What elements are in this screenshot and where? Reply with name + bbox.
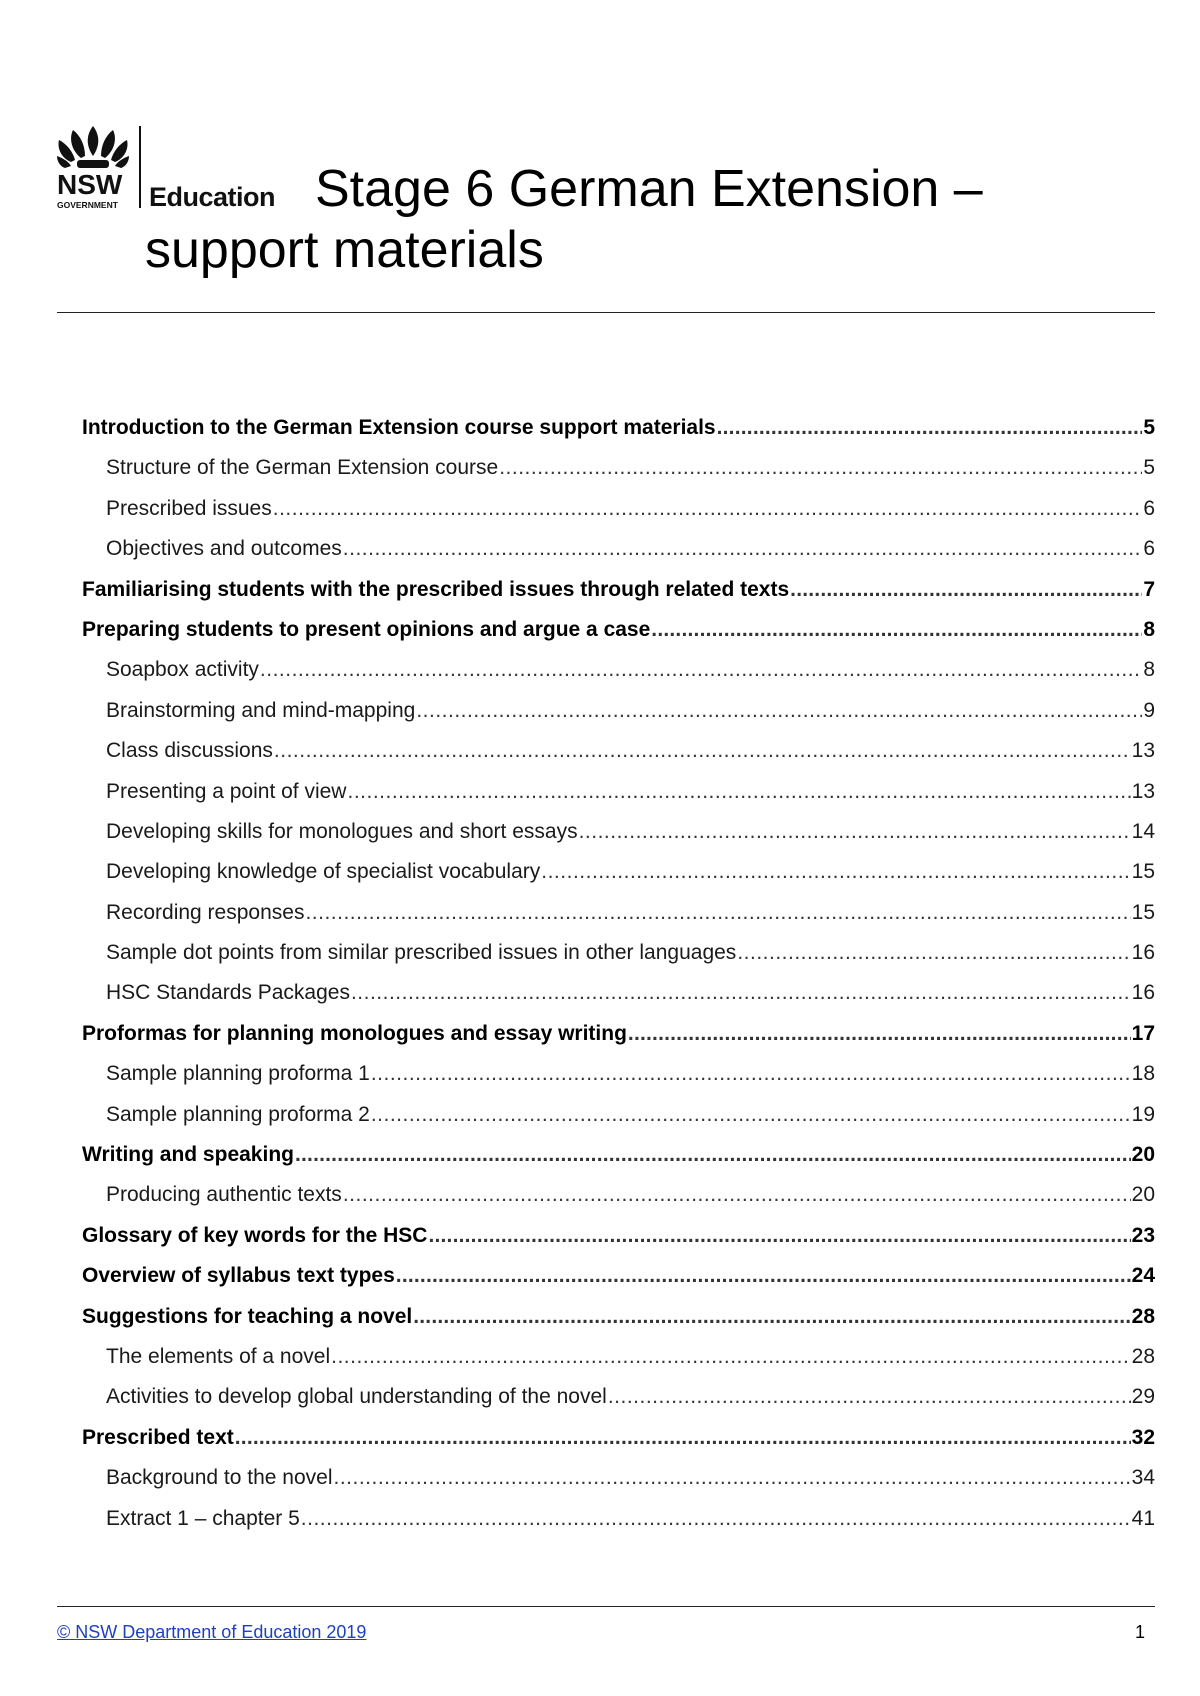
toc-dot-leader [608, 1385, 1131, 1409]
toc-subheading-entry[interactable] [82, 941, 1155, 981]
toc-subheading-entry[interactable] [82, 1345, 1155, 1385]
toc-entry-title: Overview of syllabus text types [82, 1264, 395, 1288]
toc-entry-title: Sample planning proforma 1 [106, 1062, 370, 1086]
toc-subheading-entry[interactable] [82, 860, 1155, 900]
toc-entry-page-number: 14 [1131, 819, 1155, 843]
toc-entry-title: Background to the novel [106, 1466, 333, 1490]
toc-entry-page-number: 16 [1131, 941, 1155, 965]
toc-heading-entry[interactable] [82, 1143, 1155, 1183]
toc-entry-page-number: 8 [1143, 617, 1155, 641]
toc-entry-title: Prescribed text [82, 1425, 234, 1449]
toc-entry-title: Class discussions [106, 739, 273, 763]
document-title-line-1: Stage 6 German Extension – [315, 160, 983, 218]
header-divider [57, 312, 1155, 313]
logo-department-text: Education [149, 182, 276, 212]
toc-subheading-entry[interactable] [82, 780, 1155, 820]
toc-entry-title: HSC Standards Packages [106, 981, 350, 1005]
toc-subheading-entry[interactable] [82, 901, 1155, 941]
toc-subheading-entry[interactable] [82, 981, 1155, 1021]
toc-entry-title: Extract 1 – chapter 5 [106, 1506, 300, 1530]
toc-entry-title: Prescribed issues [106, 496, 272, 520]
toc-heading-entry[interactable] [82, 1264, 1155, 1304]
toc-subheading-entry[interactable] [82, 537, 1155, 577]
toc-entry-page-number: 6 [1143, 496, 1155, 520]
toc-entry-title: Glossary of key words for the HSC [82, 1223, 428, 1247]
toc-dot-leader [235, 1426, 1131, 1450]
toc-entry-page-number: 5 [1143, 456, 1155, 480]
toc-entry-title: Presenting a point of view [106, 779, 347, 803]
toc-entry-page-number: 18 [1131, 1062, 1155, 1086]
toc-entry-page-number: 9 [1143, 698, 1155, 722]
toc-entry-title: Soapbox activity [106, 658, 259, 682]
toc-entry-page-number: 5 [1143, 416, 1155, 439]
toc-heading-entry[interactable] [82, 1224, 1155, 1264]
toc-dot-leader [416, 699, 1142, 723]
toc-dot-leader [396, 1264, 1131, 1288]
toc-entry-title: Introduction to the German Extension course support materials [82, 416, 716, 439]
toc-entry-title: Proformas for planning monologues and essay writing [82, 1021, 627, 1045]
toc-entry-page-number: 7 [1143, 577, 1155, 601]
toc-entry-page-number: 28 [1131, 1344, 1155, 1368]
toc-heading-entry[interactable] [82, 1305, 1155, 1345]
logo-government-text: GOVERNMENT [57, 200, 118, 210]
toc-heading-entry[interactable] [82, 578, 1155, 618]
toc-heading-entry[interactable] [82, 618, 1155, 658]
toc-dot-leader [295, 1143, 1131, 1167]
toc-entry-page-number: 8 [1143, 658, 1155, 682]
toc-heading-entry[interactable] [82, 416, 1155, 456]
toc-entry-title: Familiarising students with the prescribed issues through related texts [82, 577, 790, 601]
toc-dot-leader [737, 941, 1130, 965]
toc-entry-page-number: 29 [1131, 1385, 1155, 1409]
toc-entry-page-number: 32 [1131, 1425, 1155, 1449]
toc-dot-leader [305, 901, 1130, 925]
toc-entry-title: Recording responses [106, 900, 305, 924]
table-of-contents [82, 416, 1155, 1547]
toc-subheading-entry[interactable] [82, 456, 1155, 496]
toc-subheading-entry[interactable] [82, 1103, 1155, 1143]
toc-subheading-entry[interactable] [82, 1507, 1155, 1547]
toc-dot-leader [273, 497, 1143, 521]
toc-entry-page-number: 13 [1131, 739, 1155, 763]
toc-entry-page-number: 34 [1131, 1466, 1155, 1490]
page-number: 1 [1135, 1622, 1146, 1642]
toc-dot-leader [790, 578, 1142, 602]
toc-dot-leader [331, 1345, 1131, 1369]
toc-subheading-entry[interactable] [82, 658, 1155, 698]
footer-divider [57, 1606, 1155, 1607]
toc-dot-leader [371, 1062, 1131, 1086]
toc-dot-leader [371, 1103, 1131, 1127]
toc-subheading-entry[interactable] [82, 699, 1155, 739]
toc-entry-title: Activities to develop global understanding of the novel [106, 1385, 607, 1409]
toc-entry-page-number: 13 [1131, 779, 1155, 803]
toc-entry-page-number: 20 [1131, 1143, 1155, 1167]
toc-dot-leader [499, 456, 1142, 480]
toc-entry-title: Structure of the German Extension course [106, 456, 499, 480]
toc-entry-title: Brainstorming and mind-mapping [106, 698, 416, 722]
toc-entry-page-number: 28 [1131, 1304, 1155, 1328]
toc-dot-leader [541, 860, 1130, 884]
logo-divider [139, 126, 141, 208]
toc-entry-page-number: 15 [1131, 860, 1155, 884]
toc-entry-title: Sample planning proforma 2 [106, 1102, 370, 1126]
waratah-icon [57, 126, 129, 168]
toc-entry-page-number: 15 [1131, 900, 1155, 924]
toc-entry-page-number: 20 [1131, 1183, 1155, 1207]
toc-entry-title: Developing knowledge of specialist vocabulary [106, 860, 541, 884]
toc-entry-title: Producing authentic texts [106, 1183, 342, 1207]
toc-dot-leader [274, 739, 1131, 763]
toc-dot-leader [717, 416, 1143, 440]
toc-dot-leader [334, 1466, 1131, 1490]
toc-dot-leader [413, 1305, 1130, 1329]
toc-dot-leader [343, 1183, 1131, 1207]
toc-subheading-entry[interactable] [82, 1466, 1155, 1506]
toc-entry-title: Sample dot points from similar prescribed issues in other languages [106, 941, 737, 965]
toc-dot-leader [301, 1507, 1131, 1531]
toc-entry-title: Writing and speaking [82, 1143, 294, 1167]
toc-entry-page-number: 41 [1131, 1506, 1155, 1530]
toc-heading-entry[interactable] [82, 1022, 1155, 1062]
toc-heading-entry[interactable] [82, 1426, 1155, 1466]
document-title-line-2: support materials [145, 221, 544, 279]
toc-entry-title: Objectives and outcomes [106, 537, 342, 561]
toc-entry-title: Preparing students to present opinions and argue a case [82, 617, 651, 641]
toc-dot-leader [579, 820, 1131, 844]
toc-entry-page-number: 23 [1131, 1223, 1155, 1247]
toc-entry-page-number: 24 [1131, 1264, 1155, 1288]
toc-dot-leader [260, 658, 1142, 682]
toc-entry-title: The elements of a novel [106, 1344, 331, 1368]
toc-subheading-entry[interactable] [82, 820, 1155, 860]
toc-entry-title: Developing skills for monologues and short essays [106, 819, 578, 843]
toc-entry-page-number: 16 [1131, 981, 1155, 1005]
toc-entry-page-number: 6 [1143, 537, 1155, 561]
toc-subheading-entry[interactable] [82, 739, 1155, 779]
toc-dot-leader [651, 618, 1142, 642]
nsw-education-logo [57, 122, 307, 216]
toc-subheading-entry[interactable] [82, 1183, 1155, 1223]
toc-subheading-entry[interactable] [82, 497, 1155, 537]
toc-dot-leader [628, 1022, 1131, 1046]
toc-subheading-entry[interactable] [82, 1062, 1155, 1102]
toc-subheading-entry[interactable] [82, 1385, 1155, 1425]
copyright-link[interactable]: © NSW Department of Education 2019 [57, 1622, 367, 1642]
toc-entry-page-number: 17 [1131, 1021, 1155, 1045]
toc-dot-leader [347, 780, 1130, 804]
logo-agency-text: NSW [57, 169, 123, 200]
toc-dot-leader [428, 1224, 1130, 1248]
toc-dot-leader [343, 537, 1143, 561]
toc-dot-leader [351, 981, 1131, 1005]
toc-entry-title: Suggestions for teaching a novel [82, 1304, 413, 1328]
toc-entry-page-number: 19 [1131, 1102, 1155, 1126]
